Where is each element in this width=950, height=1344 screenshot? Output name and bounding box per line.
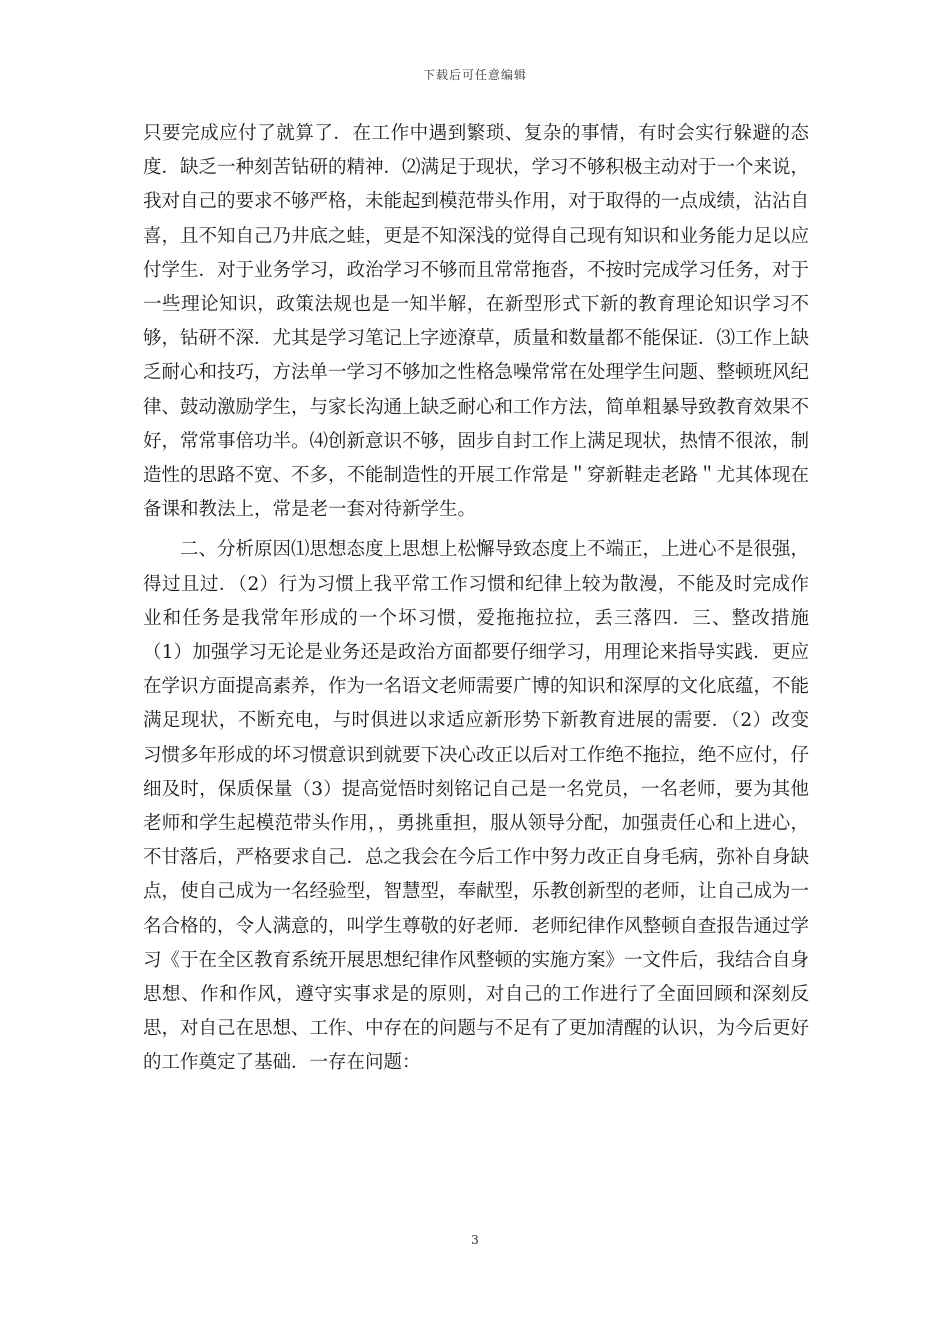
page-number: 3 [471, 1233, 479, 1247]
document-body [143, 117, 809, 1081]
paragraph-2: 二、分析原因⑴思想态度上思想上松懈导致态度上不端正，上进心不是很强，得过且过．（2）行为习惯上我平常工作习惯和纪律上较为散漫，不能及时完成作业和任务是我常年形成的一个坏习惯，爱拖拖拉拉，丢三落四．三、整改措施（1）加强学习无论是业务还是政治方面都要仔细学习，用理论来指导实践．更应在学识方面提高素养，作为一名语文老师需要广博的知识和深厚的文化底蕴，不能满足现状，不断充电，与时俱进以求适应新形势下新教育进展的需要．（2）改变习惯多年形成的坏习惯意识到就要下决心改正以后对工作绝不拖拉，绝不应付，仔细及时，保质保量（3）提高觉悟时刻铭记自己是一名党员，一名老师，要为其他老师和学生起模范带头作用，，勇挑重担，服从领导分配，加强责任心和上进心，不甘落后，严格要求自己．总之我会在今后工作中努力改正自身毛病，弥补自身缺点，使自己成为一名经验型，智慧型，奉献型，乐教创新型的老师，让自己成为一名合格的，令人满意的，叫学生尊敬的好老师．老师纪律作风整顿自查报告通过学习《于在全区教育系统开展思想纪律作风整顿的实施方案》一文件后，我结合自身思想、作和作风，遵守实事求是的原则，对自己的工作进行了全面回顾和深刻反思，对自己在思想、工作、中存在的问题与不足有了更加清醒的认识，为今后更好的工作奠定了基础．一存在问题： [143, 539, 810, 1074]
page-header: 下载后可任意编辑 [422, 68, 527, 82]
paragraph-1: 只要完成应付了就算了．在工作中遇到繁琐、复杂的事情，有时会实行躲避的态度．缺乏一种刻苦钻研的精神．⑵满足于现状，学习不够积极主动对于一个来说，我对自己的要求不够严格，未能起到模范带头作用，对于取得的一点成绩，沾沾自喜，且不知自己乃井底之蛙，更是不知深浅的觉得自己现有知识和业务能力足以应付学生．对于业务学习，政治学习不够而且常常拖沓，不按时完成学习任务，对于一些理论知识，政策法规也是一知半解，在新型形式下新的教育理论知识学习不够，钻研不深．尤其是学习笔记上字迹潦草，质量和数量都不能保证．⑶工作上缺乏耐心和技巧，方法单一学习不够加之性格急噪常常在处理学生问题、整顿班风纪律、鼓动激励学生，与家长沟通上缺乏耐心和工作方法，简单粗暴导致教育效果不好，常常事倍功半。⑷创新意识不够，固步自封工作上满足现状，热情不很浓，制造性的思路不宽、不多，不能制造性的开展工作常是＂穿新鞋走老路＂尤其体现在备课和教法上，常是老一套对待新学生。 [143, 123, 810, 521]
